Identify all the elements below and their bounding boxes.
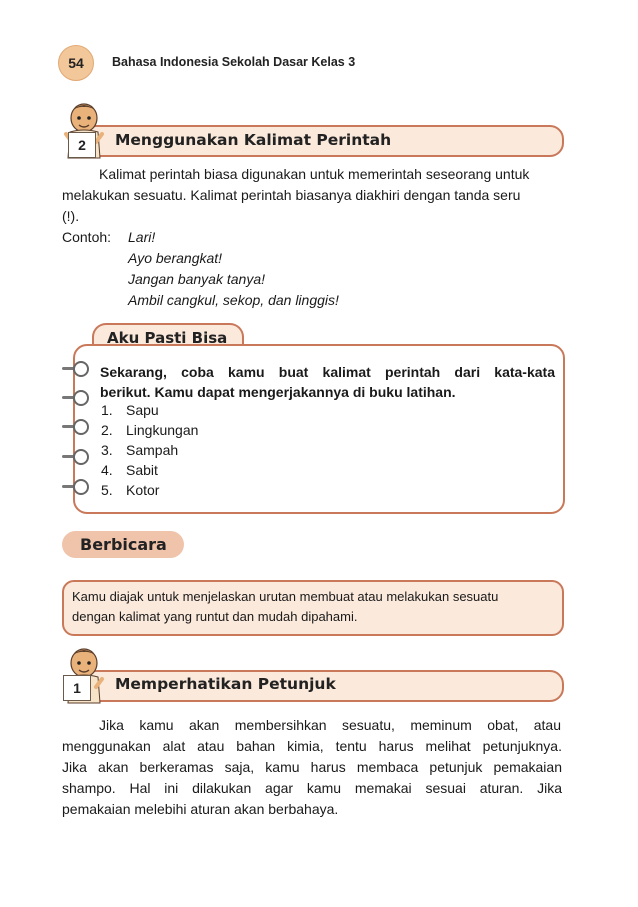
list-word: Lingkungan bbox=[126, 422, 199, 438]
list-number: 2. bbox=[101, 422, 113, 438]
berbicara-label: Berbicara bbox=[80, 535, 167, 554]
section-title: Menggunakan Kalimat Perintah bbox=[115, 131, 392, 149]
example-item: Ayo berangkat! bbox=[128, 250, 223, 266]
paragraph-line: pemakaian melebihi aturan akan berbahaya. bbox=[62, 801, 339, 817]
list-item bbox=[101, 460, 198, 480]
example-item: Lari! bbox=[128, 229, 156, 245]
binder-ring-icon bbox=[73, 361, 89, 377]
paragraph-line: (!). bbox=[62, 208, 80, 224]
list-word: Kotor bbox=[126, 482, 160, 498]
instruction-line: berikut. Kamu dapat mengerjakannya di buku latihan. bbox=[100, 384, 456, 400]
list-word: Sampah bbox=[126, 442, 179, 458]
section-number-box bbox=[68, 132, 96, 158]
binder-ring-icon bbox=[73, 390, 89, 406]
info-line: dengan kalimat yang runtut dan mudah dipahami. bbox=[72, 609, 358, 624]
binder-ring-icon bbox=[73, 449, 89, 465]
book-title: Bahasa Indonesia Sekolah Dasar Kelas 3 bbox=[112, 55, 356, 69]
example-item: Jangan banyak tanya! bbox=[128, 271, 265, 287]
section-number: 1 bbox=[73, 680, 81, 696]
paragraph-line: Jika akan berkeramas saja, kamu harus membaca petunjuk pemakaian bbox=[62, 759, 562, 775]
paragraph-line: Kalimat perintah biasa digunakan untuk memerintah seseorang untuk bbox=[99, 166, 530, 182]
list-item bbox=[101, 400, 198, 420]
binder-ring-icon bbox=[73, 479, 89, 495]
page-number: 54 bbox=[68, 55, 84, 71]
list-item bbox=[101, 480, 198, 500]
list-word: Sabit bbox=[126, 462, 158, 478]
list-number: 4. bbox=[101, 462, 113, 478]
section-number-box bbox=[63, 675, 91, 701]
info-line: Kamu diajak untuk menjelaskan urutan membuat atau melakukan sesuatu bbox=[72, 589, 499, 604]
section-title: Memperhatikan Petunjuk bbox=[115, 675, 336, 693]
paragraph-line: menggunakan alat atau bahan kimia, tentu harus melihat petunjuknya. bbox=[62, 738, 562, 754]
list-word: Sapu bbox=[126, 402, 159, 418]
info-text bbox=[72, 587, 557, 627]
section-number: 2 bbox=[78, 137, 86, 153]
binder-ring-icon bbox=[73, 419, 89, 435]
paragraph-line: melakukan sesuatu. Kalimat perintah biasanya diakhiri dengan tanda seru bbox=[62, 187, 521, 203]
page-number-badge bbox=[58, 45, 94, 81]
paragraph-line: Jika kamu akan membersihkan sesuatu, meminum obat, atau bbox=[99, 717, 561, 733]
exercise-word-list bbox=[101, 400, 198, 500]
list-item bbox=[101, 440, 198, 460]
example-label: Contoh: bbox=[62, 229, 112, 245]
paragraph-line: shampo. Hal ini dilakukan agar kamu memakai sesuai aturan. Jika bbox=[62, 780, 562, 796]
exercise-label: Aku Pasti Bisa bbox=[107, 329, 228, 347]
list-number: 3. bbox=[101, 442, 113, 458]
example-item: Ambil cangkul, sekop, dan linggis! bbox=[128, 292, 339, 308]
list-number: 1. bbox=[101, 402, 113, 418]
list-number: 5. bbox=[101, 482, 113, 498]
exercise-instruction bbox=[100, 362, 555, 402]
list-item bbox=[101, 420, 198, 440]
instruction-line: Sekarang, coba kamu buat kalimat perintah dari kata-kata bbox=[100, 364, 555, 380]
